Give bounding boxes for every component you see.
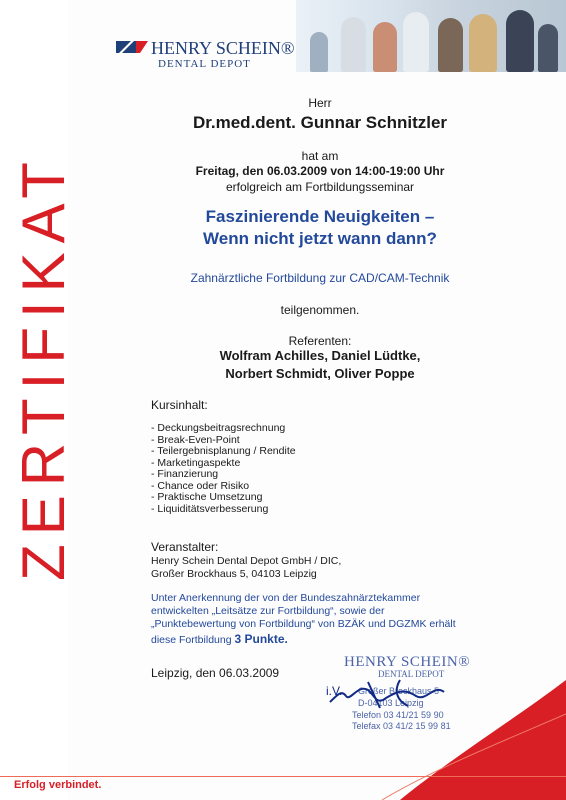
seminar-subtitle: Zahnärztliche Fortbildung zur CAD/CAM-Technik — [190, 271, 450, 285]
footer-slogan: Erfolg verbindet. — [14, 779, 102, 791]
list-item: - Finanzierung — [151, 468, 219, 480]
recognition-prefix: diese Fortbildung — [151, 634, 232, 646]
speakers-line-1: Wolfram Achilles, Daniel Lüdtke, — [219, 348, 421, 363]
henry-schein-logo — [116, 38, 306, 72]
header-photo — [296, 0, 566, 72]
organizer-line-1: Henry Schein Dental Depot GmbH / DIC, — [151, 555, 342, 567]
intro-line: hat am — [301, 149, 339, 163]
stamp-city: D-04103 Leipzig — [358, 698, 424, 708]
recipient-salutation: Herr — [308, 96, 332, 110]
seminar-title-line-1: Faszinierende Neuigkeiten – — [205, 207, 435, 226]
list-item: - Chance oder Risiko — [151, 479, 250, 492]
photo-person — [310, 32, 328, 72]
photo-person — [506, 10, 534, 72]
event-date-time: Freitag, den 06.03.2009 von 14:00-19:00 Uhr — [195, 164, 445, 178]
photo-person — [469, 14, 497, 72]
logo-subtitle: DENTAL DEPOT — [158, 58, 251, 70]
signature-note: i.V. — [326, 684, 343, 698]
red-corner-decoration — [296, 622, 566, 800]
list-item: - Teilergebnisplanung / Rendite — [151, 445, 296, 457]
logo-brand: HENRY SCHEIN® — [151, 38, 295, 58]
list-item: - Break-Even-Point — [151, 433, 240, 446]
place-date: Leipzig, den 06.03.2009 — [151, 666, 280, 680]
intro-completion: erfolgreich am Fortbildungsseminar — [225, 180, 415, 194]
recognition-line-4 — [151, 632, 288, 646]
organizer-line-2: Großer Brockhaus 5, 04103 Leipzig — [151, 568, 317, 580]
list-item: - Liquiditätsverbesserung — [151, 502, 269, 515]
logo-wing-icon — [116, 38, 148, 56]
photo-person — [403, 12, 429, 72]
recognition-line-1: Unter Anerkennung der von der Bundeszahnärztekammer — [151, 592, 421, 604]
course-content-list — [151, 423, 296, 515]
participation-text: teilgenommen. — [280, 303, 360, 317]
list-item: - Marketingaspekte — [151, 456, 241, 469]
course-label: Kursinhalt: — [151, 398, 208, 412]
zertifikat-vertical-title: ZERTIFIKAT — [10, 153, 77, 581]
speakers-line-2: Norbert Schmidt, Oliver Poppe — [225, 366, 415, 381]
stamp-street: Großer Brockhaus 5 — [358, 686, 440, 696]
list-item: - Deckungsbeitragsrechnung — [151, 422, 286, 434]
recognition-line-3: „Punktebewertung von Fortbildung“ von BZÄK und DGZMK erhält — [151, 618, 456, 630]
photo-person — [538, 24, 558, 72]
organizer-label: Veranstalter: — [151, 540, 219, 554]
stamp-subtitle: DENTAL DEPOT — [378, 669, 445, 679]
stamp-logo: HENRY SCHEIN® — [344, 654, 471, 670]
recognition-points: 3 Punkte. — [234, 632, 288, 646]
seminar-title-line-2: Wenn nicht jetzt wann dann? — [203, 229, 437, 248]
photo-person — [341, 17, 366, 72]
stamp-phone: Telefon 03 41/21 59 90 — [352, 710, 444, 720]
footer-divider — [0, 776, 566, 777]
recognition-line-2: entwickelten „Leitsätze zur Fortbildung“, sowie der — [151, 605, 385, 617]
photo-person — [438, 18, 463, 72]
recipient-name: Dr.med.dent. Gunnar Schnitzler — [192, 113, 448, 132]
photo-person — [373, 22, 397, 72]
speakers-label: Referenten: — [288, 334, 352, 348]
list-item: - Praktische Umsetzung — [151, 491, 263, 503]
stamp-fax: Telefax 03 41/2 15 99 81 — [352, 721, 451, 731]
